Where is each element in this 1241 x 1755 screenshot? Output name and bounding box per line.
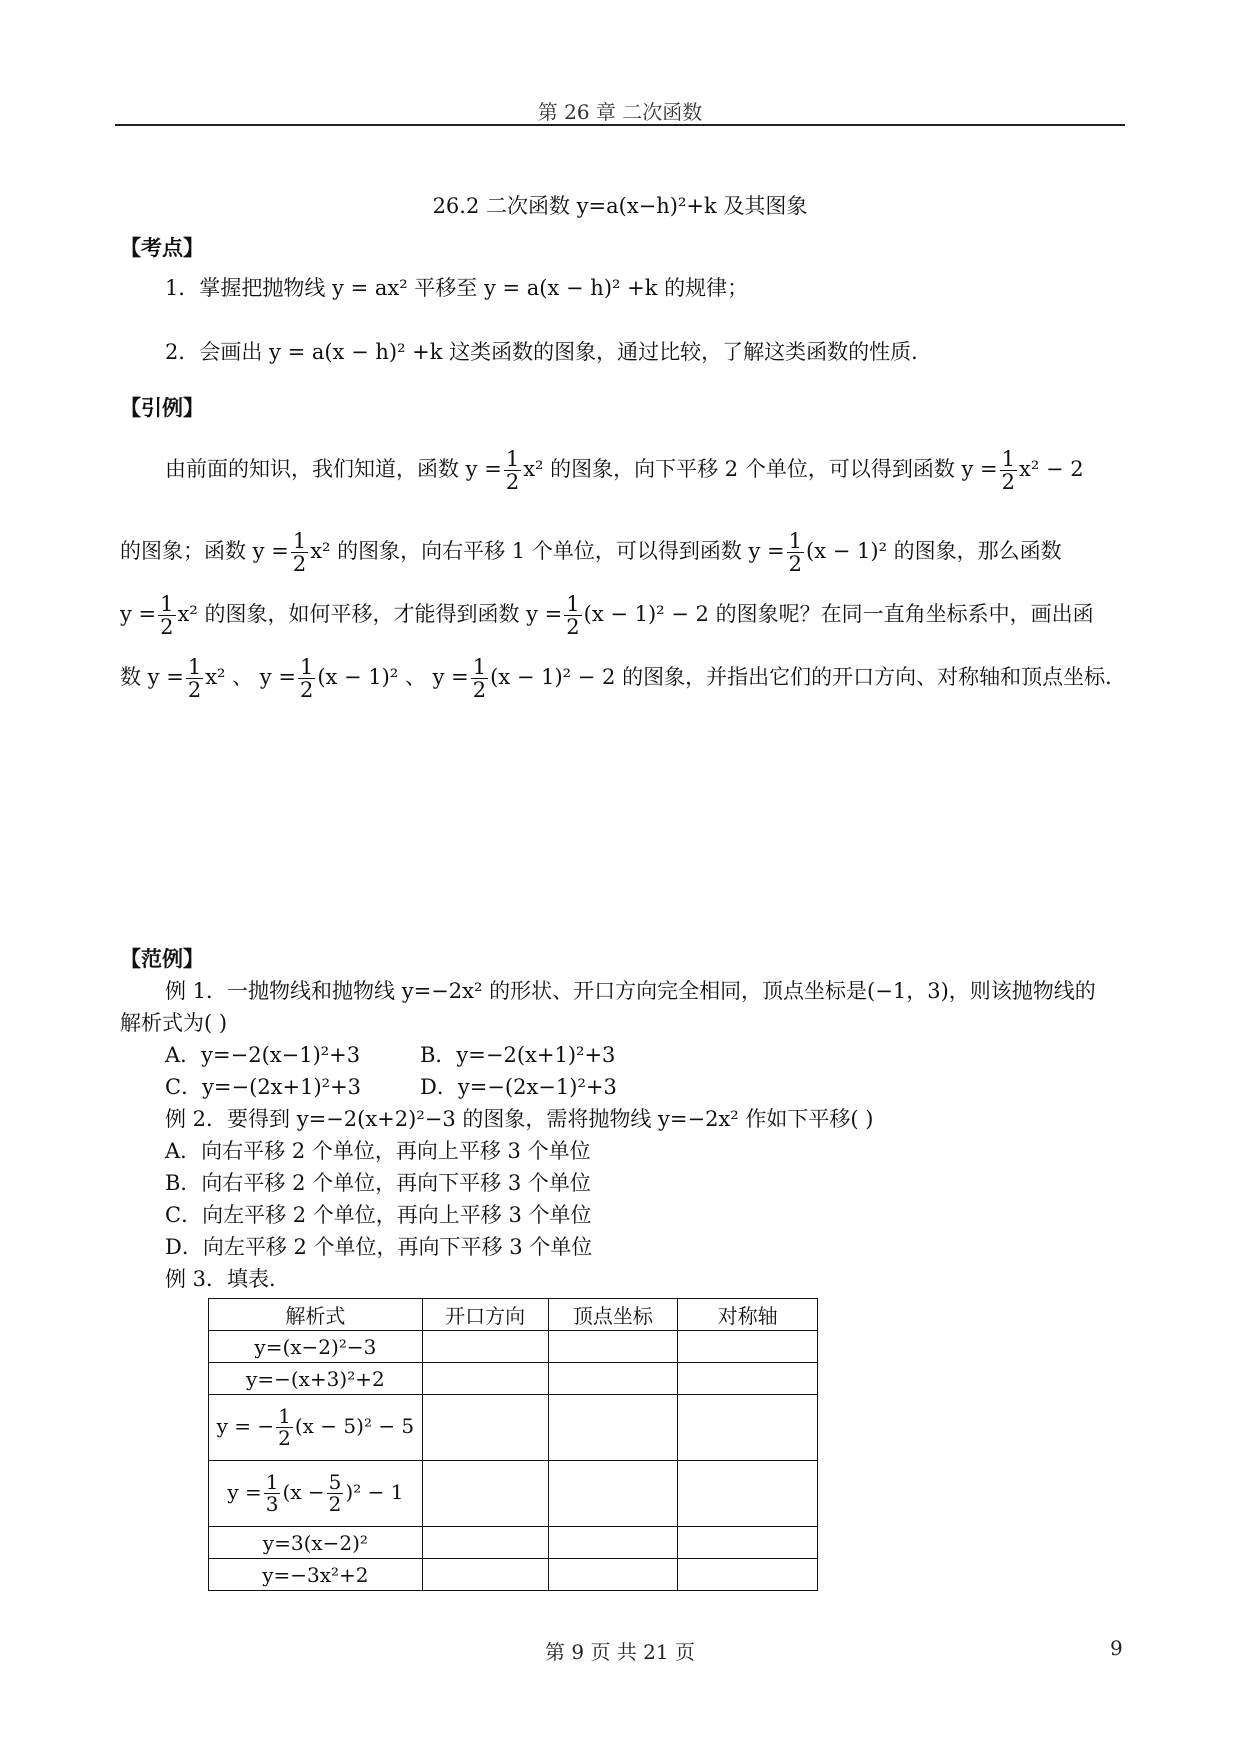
example-2-option-b: B．向右平移 2 个单位，再向下平移 3 个单位 [165,1171,591,1195]
yinli-line-2c: (x − 1)² 的图象，那么函数 [806,539,1062,564]
example-1-line-2: 解析式为( ) [120,1011,228,1035]
kaodian-item-1: 1．掌握把抛物线 y = ax² 平移至 y = a(x − h)² +k 的规律； [165,276,749,300]
formula-cell [209,1395,423,1461]
example-2-option-d: D．向左平移 2 个单位，再向下平移 3 个单位 [165,1235,593,1259]
example-2-option-c: C．向左平移 2 个单位，再向上平移 3 个单位 [165,1203,592,1227]
page-header-chapter: 第 26 章 二次函数 [537,100,703,124]
half-fraction [291,530,308,575]
formula-prefix: y = − [216,1414,275,1438]
formula-cell: y=3(x−2)² [209,1527,423,1559]
half-fraction [471,656,488,701]
fraction-denominator: 2 [328,1492,342,1516]
fraction-numerator: 1 [278,1404,291,1428]
half-fraction [186,656,203,701]
answer-cell[interactable] [678,1527,818,1559]
answer-cell[interactable] [678,1461,818,1527]
fraction-denominator: 2 [505,470,520,495]
fraction-numerator: 1 [472,655,487,679]
header-rule [115,124,1125,126]
formula-cell: y=−3x²+2 [209,1559,423,1591]
answer-cell[interactable] [548,1559,678,1591]
answer-cell[interactable] [422,1461,548,1527]
example-1-line-1: 例 1．一抛物线和抛物线 y=−2x² 的形状、开口方向完全相同，顶点坐标是(−1，3)，则该抛物线的 [165,979,1096,1003]
yinli-line-2a: 的图象；函数 y = [120,539,289,564]
answer-cell[interactable] [678,1395,818,1461]
half-fraction [787,530,804,575]
formula-prefix: y = [227,1480,262,1504]
table-row [209,1527,818,1559]
fraction-denominator: 2 [299,678,314,703]
table-row [209,1363,818,1395]
half-fraction [276,1406,293,1449]
example-1-option-b: B．y=−2(x+1)²+3 [420,1043,616,1067]
kaodian-heading: 【考点】 [120,235,204,260]
answer-cell[interactable] [422,1331,548,1363]
fraction-numerator: 1 [566,592,580,616]
answer-cell[interactable] [548,1363,678,1395]
half-fraction [504,448,521,493]
answer-cell[interactable] [678,1559,818,1591]
yinli-line-3b: x² 的图象，如何平移，才能得到函数 y = [177,602,563,627]
page-number: 9 [1110,1636,1123,1660]
example-1-option-a: A．y=−2(x−1)²+3 [165,1043,361,1067]
half-fraction [1000,448,1017,493]
five-halves-fraction [327,1472,344,1515]
half-fraction [564,593,581,638]
table-row [209,1559,818,1591]
answer-cell[interactable] [678,1363,818,1395]
yinli-line-4 [120,656,1126,701]
table-header: 开口方向 [422,1299,548,1331]
answer-cell[interactable] [422,1559,548,1591]
yinli-line-3a: y = [120,602,157,627]
table-row [209,1331,818,1363]
page-footer: 第 9 页 共 21 页 [545,1640,695,1664]
yinli-line-4d: (x − 1)² − 2 的图象，并指出它们的开口方向、对称轴和顶点坐标． [490,665,1127,690]
table-row [209,1395,818,1461]
table-row [209,1461,818,1527]
yinli-line-1 [165,448,1084,493]
answer-cell[interactable] [548,1395,678,1461]
answer-cell[interactable] [422,1363,548,1395]
yinli-line-2b: x² 的图象，向右平移 1 个单位，可以得到函数 y = [310,539,785,564]
formula-middle: (x − [282,1480,325,1504]
example-2-option-a: A．向右平移 2 个单位，再向上平移 3 个单位 [165,1139,591,1163]
yinli-line-1a: 由前面的知识，我们知道，函数 y = [165,457,502,482]
example-2-line: 例 2．要得到 y=−2(x+2)²−3 的图象，需将抛物线 y=−2x² 作如下平移( ) [165,1107,874,1131]
yinli-line-3c: (x − 1)² − 2 的图象呢？在同一直角坐标系中，画出函 [583,602,1094,627]
formula-suffix: )² − 1 [345,1480,404,1504]
fraction-numerator: 1 [187,655,202,679]
kaodian-item-2: 2．会画出 y = a(x − h)² +k 这类函数的图象，通过比较，了解这类函数的性质． [165,340,933,364]
example-3-line: 例 3．填表． [165,1267,291,1291]
answer-cell[interactable] [422,1395,548,1461]
fraction-numerator: 1 [1001,447,1016,471]
answer-cell[interactable] [548,1527,678,1559]
fraction-numerator: 1 [265,1470,279,1494]
half-fraction [298,656,315,701]
answer-cell[interactable] [548,1331,678,1363]
yinli-line-4b: x² 、 y = [205,665,296,690]
fraction-numerator: 1 [292,529,307,553]
fraction-denominator: 2 [278,1426,291,1450]
answer-cell[interactable] [678,1331,818,1363]
formula-cell: y=(x−2)²−3 [209,1331,423,1363]
yinli-heading: 【引例】 [120,395,204,420]
table-header-row [209,1299,818,1331]
fraction-denominator: 2 [292,552,307,577]
formula-suffix: (x − 5)² − 5 [294,1414,415,1438]
fanli-heading: 【范例】 [120,946,204,971]
fraction-numerator: 1 [160,592,174,616]
fraction-numerator: 1 [299,655,314,679]
yinli-line-4a: 数 y = [120,665,184,690]
fraction-numerator: 1 [505,447,520,471]
fraction-denominator: 3 [265,1492,279,1516]
yinli-line-3 [120,593,1094,638]
fraction-denominator: 2 [472,678,487,703]
half-fraction [158,593,175,638]
yinli-line-1c: x² − 2 [1019,457,1084,482]
fraction-denominator: 2 [160,615,174,640]
fraction-denominator: 2 [788,552,803,577]
yinli-line-4c: (x − 1)² 、 y = [317,665,469,690]
example-1-option-d: D．y=−(2x−1)²+3 [420,1075,617,1099]
fraction-numerator: 1 [788,529,803,553]
answer-cell[interactable] [422,1527,548,1559]
table-header: 解析式 [209,1299,423,1331]
fraction-denominator: 2 [187,678,202,703]
table-header: 对称轴 [678,1299,818,1331]
third-fraction [264,1472,281,1515]
example-1-option-c: C．y=−(2x+1)²+3 [165,1075,362,1099]
fraction-denominator: 2 [1001,470,1016,495]
yinli-line-2 [120,530,1062,575]
formula-cell: y=−(x+3)²+2 [209,1363,423,1395]
fraction-numerator: 5 [328,1470,342,1494]
fill-in-table [208,1298,818,1591]
formula-cell [209,1461,423,1527]
fraction-denominator: 2 [566,615,580,640]
table-header: 顶点坐标 [548,1299,678,1331]
answer-cell[interactable] [548,1461,678,1527]
section-title: 26.2 二次函数 y=a(x−h)²+k 及其图象 [432,194,808,218]
yinli-line-1b: x² 的图象，向下平移 2 个单位，可以得到函数 y = [523,457,998,482]
